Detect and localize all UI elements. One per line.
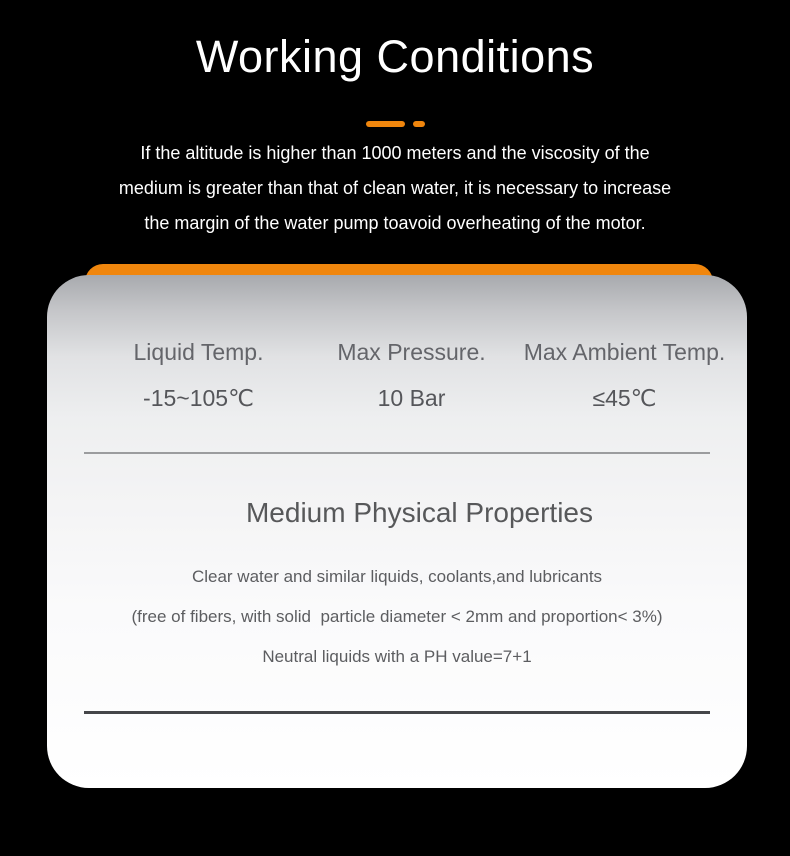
- accent-dash-short-icon: [413, 121, 425, 127]
- stat-label: Liquid Temp.: [133, 339, 264, 365]
- stat-liquid-temp: [92, 337, 305, 413]
- stat-label: Max Pressure.: [337, 339, 486, 365]
- stat-max-ambient-temp: [518, 337, 731, 413]
- property-line: Neutral liquids with a PH value=7+1: [262, 647, 532, 666]
- intro-line: medium is greater than that of clean water, it is necessary to increase: [118, 178, 672, 198]
- intro-paragraph: [45, 136, 745, 241]
- stat-value: ≤45℃: [592, 385, 657, 411]
- card-heading: Medium Physical Properties: [245, 497, 594, 528]
- accent-dash-long-icon: [366, 121, 405, 127]
- intro-line: the margin of the water pump toavoid overheating of the motor.: [144, 213, 646, 233]
- property-line: Clear water and similar liquids, coolants,and lubricants: [191, 567, 603, 586]
- intro-line: If the altitude is higher than 1000 meters and the viscosity of the: [140, 143, 650, 163]
- stat-max-pressure: [305, 337, 518, 413]
- property-line: (free of fibers, with solid particle diameter < 2mm and proportion< 3%): [131, 607, 663, 626]
- medium-properties: [47, 557, 747, 677]
- stat-value: 10 Bar: [377, 385, 446, 411]
- page-title: Working Conditions: [195, 31, 595, 82]
- section-divider-bottom: [84, 711, 710, 714]
- stat-value: -15~105℃: [143, 385, 254, 411]
- stat-label: Max Ambient Temp.: [523, 339, 726, 365]
- stats-row: [92, 337, 731, 413]
- section-divider-top: [84, 452, 710, 454]
- title-underline: [0, 121, 790, 127]
- spec-card: [47, 275, 747, 788]
